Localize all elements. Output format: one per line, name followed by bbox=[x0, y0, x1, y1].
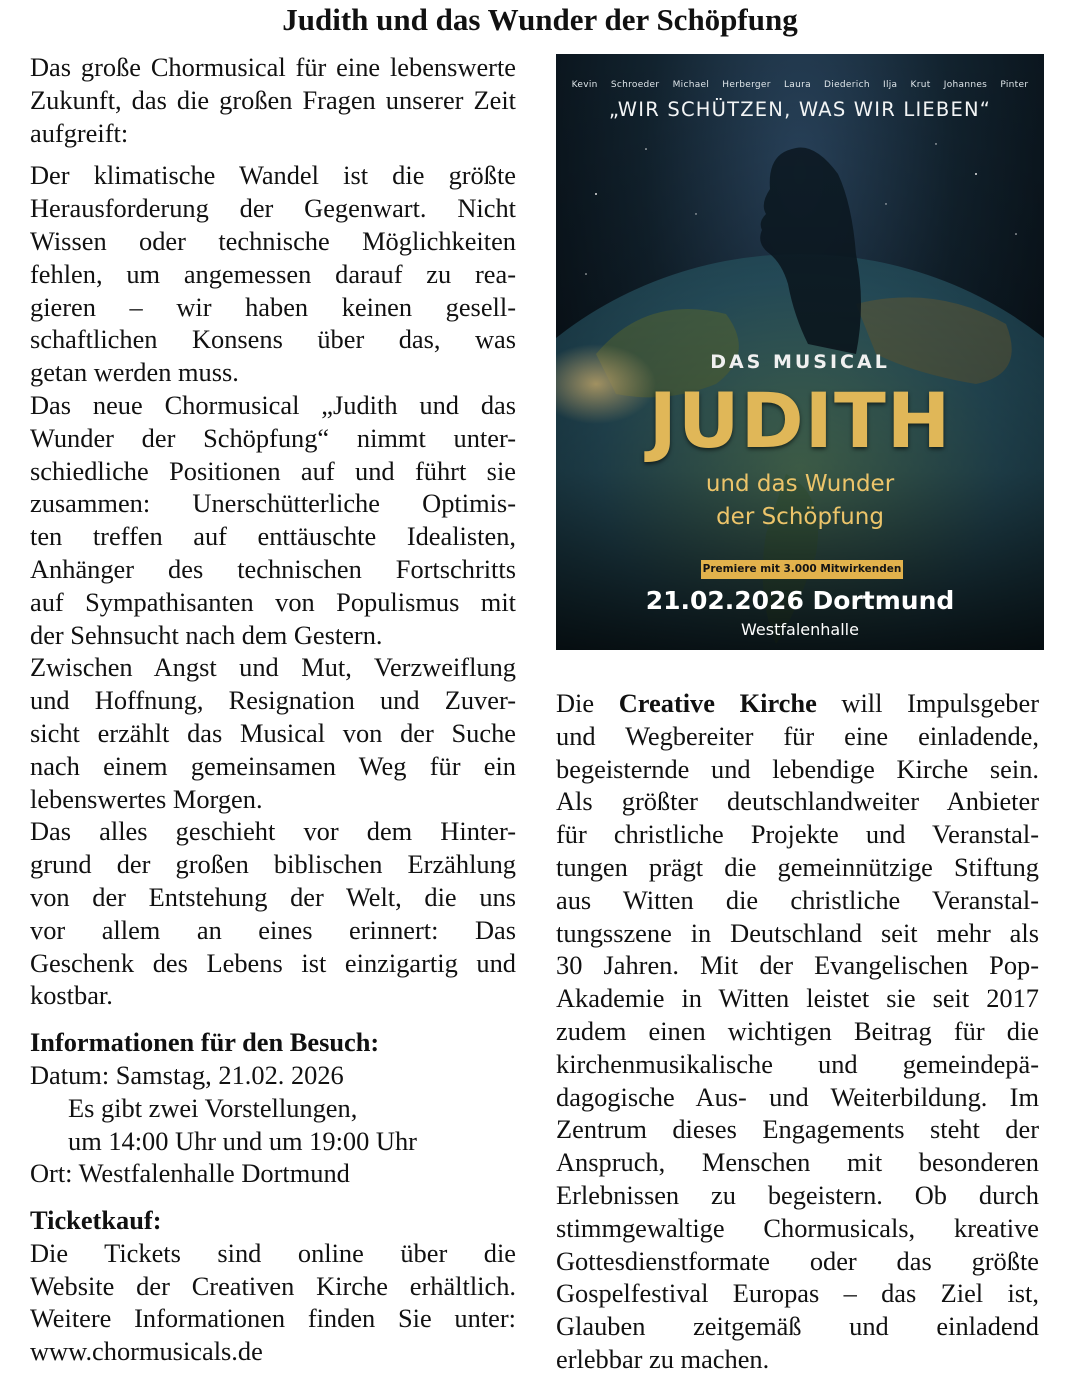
poster-slogan: „WIR SCHÜTZEN, WAS WIR LIEBEN“ bbox=[608, 98, 992, 121]
intro-paragraph: Das große Chormusical für eine lebenswerte Zukunft, das die großen Fragen unserer Zeit aufgreift: bbox=[30, 52, 516, 148]
text-line: kirchenmusikalische und gemeindepä- bbox=[556, 1048, 1039, 1079]
text-line: für christliche Projekte und Veranstal- bbox=[556, 819, 1039, 850]
right-column bbox=[556, 687, 1039, 1376]
credit-name: Laura Diederich bbox=[783, 80, 870, 90]
text-line: Geschenk des Lebens ist einzigartig und bbox=[30, 947, 516, 978]
credit-name: Kevin Schroeder bbox=[571, 80, 660, 90]
poster-credits bbox=[556, 80, 1044, 90]
text-line: tungen prägt die gemeinnützige Stiftung bbox=[556, 851, 1039, 882]
text-line: Wunder der Schöpfung“ nimmt unter- bbox=[30, 422, 516, 453]
text-line: gieren – wir haben keinen gesell- bbox=[30, 291, 516, 322]
text-line: und Hoffnung, Resignation und Zuver- bbox=[30, 685, 516, 716]
poster-das-musical: DAS MUSICAL bbox=[710, 351, 890, 373]
text-line: sicht erzählt das Musical von der Suche bbox=[30, 717, 516, 748]
poster-date: 21.02.2026 Dortmund bbox=[645, 586, 955, 615]
text-line: Der klimatische Wandel ist die größte bbox=[30, 160, 516, 191]
text-line: erlebbar zu machen. bbox=[556, 1343, 770, 1374]
poster-title: JUDITH bbox=[648, 376, 952, 465]
text-line: Weitere Informationen finden Sie unter: bbox=[30, 1303, 516, 1334]
ticket-paragraph bbox=[30, 1237, 516, 1368]
website-link[interactable]: www.chormusicals.de bbox=[30, 1336, 263, 1367]
text-line: stimmgewaltige Chormusicals, kreative bbox=[556, 1212, 1039, 1243]
text-line: Die Tickets sind online über die bbox=[30, 1237, 516, 1268]
text-line: Gospelfestival Europas – das Ziel ist, bbox=[556, 1278, 1039, 1309]
text-line: auf Sympathisanten von Populismus mit bbox=[30, 586, 516, 617]
text-line: Wissen oder technische Möglichkeiten bbox=[30, 225, 516, 256]
journey-paragraph bbox=[30, 651, 516, 815]
info-shows: Es gibt zwei Vorstellungen, bbox=[68, 1092, 358, 1123]
text-line: Zwischen Angst und Mut, Verzweiflung bbox=[30, 652, 516, 683]
text-line: Erlebnissen zu begeistern. Ob durch bbox=[556, 1179, 1039, 1210]
info-times: um 14:00 Uhr und um 19:00 Uhr bbox=[68, 1125, 417, 1156]
ticket-heading: Ticketkauf: bbox=[30, 1205, 162, 1236]
text-line: Website der Creativen Kirche erhältlich. bbox=[30, 1270, 516, 1301]
creation-paragraph bbox=[30, 815, 516, 1012]
text-line: schiedliche Positionen auf und führt sie bbox=[30, 455, 516, 486]
premiere-badge: Premiere mit 3.000 Mitwirkenden bbox=[701, 560, 903, 579]
poster-subtitle-line: der Schöpfung bbox=[716, 504, 884, 530]
text-line: zudem einen wichtigen Beitrag für die bbox=[556, 1015, 1039, 1046]
info-date: Datum: Samstag, 21.02. 2026 bbox=[30, 1059, 344, 1090]
text-line: Herausforderung der Gegenwart. Nicht bbox=[30, 193, 516, 224]
text-line: fehlen, um angemessen darauf zu rea- bbox=[30, 258, 516, 289]
organization-name: Creative Kirche bbox=[618, 688, 817, 718]
text-line: Das alles geschieht vor dem Hinter- bbox=[30, 816, 516, 847]
credit-name: Ilja Krut bbox=[883, 80, 931, 90]
text-line: schaftlichen Konsens über das, was bbox=[30, 324, 516, 355]
musical-poster bbox=[556, 54, 1044, 650]
text-line: Akademie in Witten leistet sie seit 2017 bbox=[556, 983, 1039, 1014]
text-line: ten treffen auf enttäuschte Idealisten, bbox=[30, 521, 516, 552]
poster-venue: Westfalenhalle bbox=[741, 620, 859, 639]
credit-name: Johannes Pinter bbox=[943, 80, 1029, 90]
text-line: Als größter deutschlandweiter Anbieter bbox=[556, 786, 1039, 817]
text-line: 30 Jahren. Mit der Evangelischen Pop- bbox=[556, 950, 1039, 981]
text-line: grund der großen biblischen Erzählung bbox=[30, 849, 516, 880]
text-line: begeisternde und lebendige Kirche sein. bbox=[556, 753, 1039, 784]
text-line: dagogische Aus- und Weiterbildung. Im bbox=[556, 1081, 1039, 1112]
climate-paragraph bbox=[30, 159, 516, 389]
text-line: vor allem an eines erinnert: Das bbox=[30, 914, 516, 945]
poster-subtitle bbox=[556, 468, 1044, 534]
text-line: Zentrum dieses Engagements steht der bbox=[556, 1114, 1039, 1145]
poster-subtitle-line: und das Wunder bbox=[705, 471, 895, 497]
text-line: Gottesdienstformate oder das größte bbox=[556, 1245, 1039, 1276]
text-line: zusammen: Unerschütterliche Optimis- bbox=[30, 488, 516, 519]
page-title: Judith und das Wunder der Schöpfung bbox=[282, 2, 798, 37]
left-column bbox=[30, 51, 516, 1368]
text-line: und Wegbereiter für eine einladende, bbox=[556, 720, 1039, 751]
text-line: tungsszene in Deutschland seit mehr als bbox=[556, 917, 1039, 948]
text-line: Glauben zeitgemäß und einladend bbox=[556, 1311, 1039, 1342]
text-line: getan werden muss. bbox=[30, 357, 239, 388]
text-line: kostbar. bbox=[30, 980, 113, 1011]
text-line: lebenswertes Morgen. bbox=[30, 783, 263, 814]
text-line: nach einem gemeinsamen Weg für ein bbox=[30, 750, 516, 781]
musical-paragraph bbox=[30, 389, 516, 651]
text-line: der Sehnsucht nach dem Gestern. bbox=[30, 619, 383, 650]
text-line: aus Witten die christliche Veranstal- bbox=[556, 884, 1039, 915]
info-heading: Informationen für den Besuch: bbox=[30, 1027, 380, 1058]
text-line: von der Entstehung der Welt, die uns bbox=[30, 881, 516, 912]
text-line: Das neue Chormusical „Judith und das bbox=[30, 389, 516, 420]
info-place: Ort: Westfalenhalle Dortmund bbox=[30, 1158, 350, 1189]
credit-name: Michael Herberger bbox=[672, 80, 771, 90]
text-line: Anspruch, Menschen mit besonderen bbox=[556, 1147, 1039, 1178]
text-line: Anhänger des technischen Fortschritts bbox=[30, 553, 516, 584]
text-line: Die Creative Kirche will Impulsgeber bbox=[556, 688, 1040, 718]
